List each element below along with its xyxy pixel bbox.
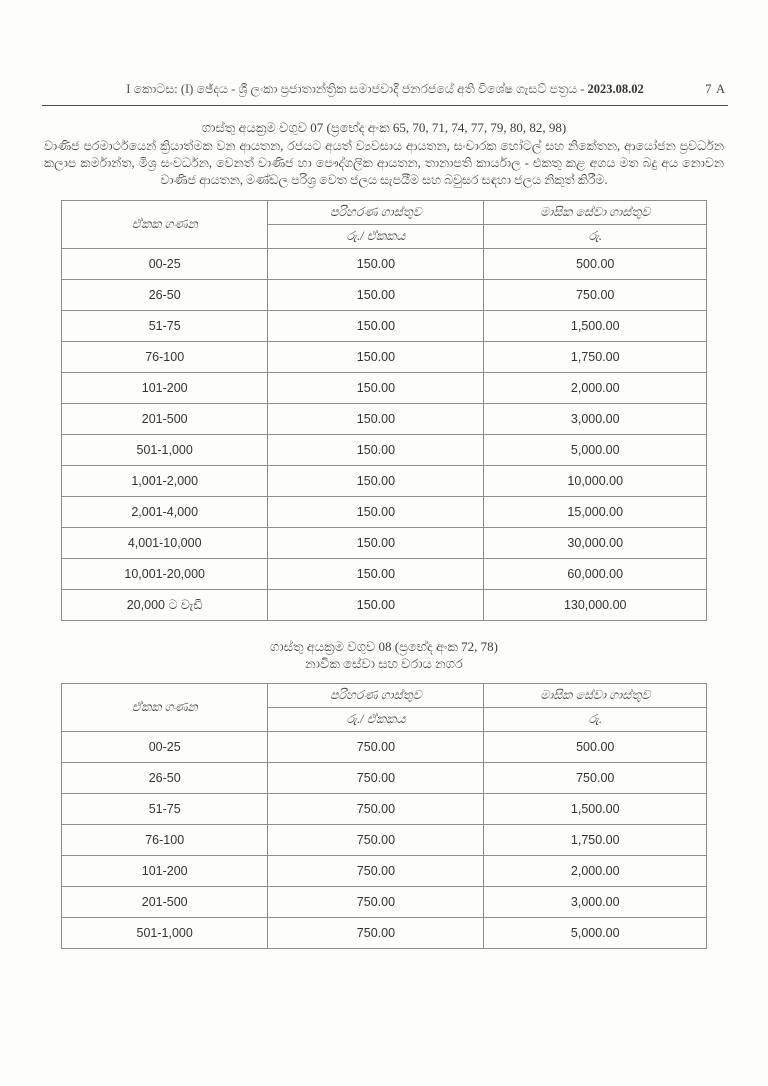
monthly-charge-unit-header: රු. xyxy=(484,225,707,249)
usage-charge-cell: 150.00 xyxy=(268,528,484,559)
section2-title: ගාස්තු අයක්‍රම වගුව 08 (ප්‍රභේද අංක 72, 78) xyxy=(270,639,498,654)
table-row xyxy=(62,794,707,825)
monthly-service-charge-cell: 1,750.00 xyxy=(484,825,707,856)
units-range-cell: 00-25 xyxy=(62,732,268,763)
monthly-service-charge-cell: 30,000.00 xyxy=(484,528,707,559)
usage-charge-cell: 750.00 xyxy=(268,763,484,794)
table-row xyxy=(62,466,707,497)
usage-charge-cell: 750.00 xyxy=(268,856,484,887)
monthly-charge-column-header: මාසික සේවා ගාස්තුව xyxy=(484,201,707,225)
table-row xyxy=(62,373,707,404)
monthly-service-charge-cell: 15,000.00 xyxy=(484,497,707,528)
units-range-cell: 51-75 xyxy=(62,311,268,342)
units-range-cell: 4,001-10,000 xyxy=(62,528,268,559)
page-header xyxy=(42,82,728,97)
monthly-service-charge-cell: 750.00 xyxy=(484,280,707,311)
usage-charge-cell: 150.00 xyxy=(268,311,484,342)
monthly-service-charge-cell: 750.00 xyxy=(484,763,707,794)
table-row xyxy=(62,342,707,373)
tariff-table-08 xyxy=(61,683,707,949)
table-row xyxy=(62,528,707,559)
monthly-charge-column-header: මාසික සේවා ගාස්තුව xyxy=(484,684,707,708)
units-range-cell: 501-1,000 xyxy=(62,918,268,949)
units-range-cell: 51-75 xyxy=(62,794,268,825)
table-row xyxy=(62,249,707,280)
usage-charge-cell: 150.00 xyxy=(268,404,484,435)
units-range-cell: 101-200 xyxy=(62,373,268,404)
usage-charge-cell: 150.00 xyxy=(268,497,484,528)
table-row xyxy=(62,763,707,794)
monthly-service-charge-cell: 10,000.00 xyxy=(484,466,707,497)
monthly-charge-unit-header: රු. xyxy=(484,708,707,732)
units-range-cell: 10,001-20,000 xyxy=(62,559,268,590)
units-range-cell: 201-500 xyxy=(62,887,268,918)
section1-description: වාණිජ පරමාර්ථයෙන් ක්‍රියාත්මක වන ආයතන, රජයට අයත් ව්‍යවසාය ආයතන, සංචාරක හෝටල් සහ නිකේතන, ආයෝජන ප්‍රවර්ධන කලාප කර්මාන්ත, මිශ්‍ර සංවර්ධන, වෙනත් වාණිජ හා පෞද්ගලික ආයතන, තානාපති කාර්යාල - එකතු කළ අගය මත බදු අය නොවන වාණිජ ආයතන, මණ්ඩල පරිශ්‍ර වෙත ජලය සැපයීම සහ බවුසර සඳහා ජලය නිකුත් කිරීම. xyxy=(44,139,724,187)
monthly-service-charge-cell: 2,000.00 xyxy=(484,373,707,404)
usage-charge-column-header: පරිහරණ ගාස්තුව xyxy=(268,201,484,225)
section2-subtitle: නාවික සේවා සහ වරාය නගර xyxy=(305,656,463,671)
table-row xyxy=(62,559,707,590)
monthly-service-charge-cell: 5,000.00 xyxy=(484,435,707,466)
units-range-cell: 00-25 xyxy=(62,249,268,280)
usage-charge-cell: 150.00 xyxy=(268,559,484,590)
table-header-row xyxy=(62,684,707,708)
units-range-cell: 1,001-2,000 xyxy=(62,466,268,497)
table-header-row xyxy=(62,201,707,225)
monthly-service-charge-cell: 1,500.00 xyxy=(484,311,707,342)
units-range-cell: 501-1,000 xyxy=(62,435,268,466)
units-range-cell: 201-500 xyxy=(62,404,268,435)
usage-charge-column-header: පරිහරණ ගාස්තුව xyxy=(268,684,484,708)
table-row xyxy=(62,311,707,342)
units-range-cell: 20,000 ට වැඩි xyxy=(62,590,268,621)
tariff-table-07 xyxy=(61,200,707,621)
header-divider xyxy=(42,105,728,106)
table-row xyxy=(62,918,707,949)
monthly-service-charge-cell: 3,000.00 xyxy=(484,887,707,918)
gazette-date: 2023.08.02 xyxy=(587,82,644,96)
usage-charge-cell: 150.00 xyxy=(268,342,484,373)
units-column-header: ඒකක ගණන xyxy=(62,684,268,732)
section1-title: ගාස්තු අයක්‍රම වගුව 07 (ප්‍රභේද අංක 65, 70, 71, 74, 77, 79, 80, 82, 98) xyxy=(201,120,567,135)
monthly-service-charge-cell: 500.00 xyxy=(484,249,707,280)
monthly-service-charge-cell: 1,750.00 xyxy=(484,342,707,373)
units-range-cell: 26-50 xyxy=(62,280,268,311)
usage-charge-cell: 750.00 xyxy=(268,825,484,856)
units-column-header: ඒකක ගණන xyxy=(62,201,268,249)
usage-charge-cell: 150.00 xyxy=(268,590,484,621)
table-row xyxy=(62,435,707,466)
usage-charge-unit-header: රු./ ඒකකය xyxy=(268,225,484,249)
page-number: 7 A xyxy=(705,82,726,96)
table-row xyxy=(62,887,707,918)
monthly-service-charge-cell: 130,000.00 xyxy=(484,590,707,621)
usage-charge-cell: 750.00 xyxy=(268,732,484,763)
table-row xyxy=(62,497,707,528)
units-range-cell: 26-50 xyxy=(62,763,268,794)
gazette-header-title: I කොටස: (I) ඡේදය - ශ්‍රී ලංකා ප්‍රජාතාන්ත්‍රික සමාජවාදී ජනරජයේ අති විශේෂ ගැසට් පත්‍රය - xyxy=(126,82,585,96)
usage-charge-cell: 150.00 xyxy=(268,466,484,497)
usage-charge-cell: 150.00 xyxy=(268,249,484,280)
table-row xyxy=(62,856,707,887)
usage-charge-cell: 750.00 xyxy=(268,918,484,949)
units-range-cell: 76-100 xyxy=(62,825,268,856)
table-row xyxy=(62,590,707,621)
monthly-service-charge-cell: 1,500.00 xyxy=(484,794,707,825)
monthly-service-charge-cell: 3,000.00 xyxy=(484,404,707,435)
usage-charge-cell: 150.00 xyxy=(268,280,484,311)
monthly-service-charge-cell: 500.00 xyxy=(484,732,707,763)
table-row xyxy=(62,280,707,311)
usage-charge-cell: 150.00 xyxy=(268,435,484,466)
units-range-cell: 101-200 xyxy=(62,856,268,887)
monthly-service-charge-cell: 2,000.00 xyxy=(484,856,707,887)
gazette-page xyxy=(0,82,768,1086)
section2-heading xyxy=(0,638,768,672)
usage-charge-cell: 750.00 xyxy=(268,794,484,825)
monthly-service-charge-cell: 60,000.00 xyxy=(484,559,707,590)
units-range-cell: 76-100 xyxy=(62,342,268,373)
usage-charge-cell: 750.00 xyxy=(268,887,484,918)
units-range-cell: 2,001-4,000 xyxy=(62,497,268,528)
table-row xyxy=(62,404,707,435)
table-row xyxy=(62,825,707,856)
usage-charge-unit-header: රු./ ඒකකය xyxy=(268,708,484,732)
table-row xyxy=(62,732,707,763)
usage-charge-cell: 150.00 xyxy=(268,373,484,404)
monthly-service-charge-cell: 5,000.00 xyxy=(484,918,707,949)
